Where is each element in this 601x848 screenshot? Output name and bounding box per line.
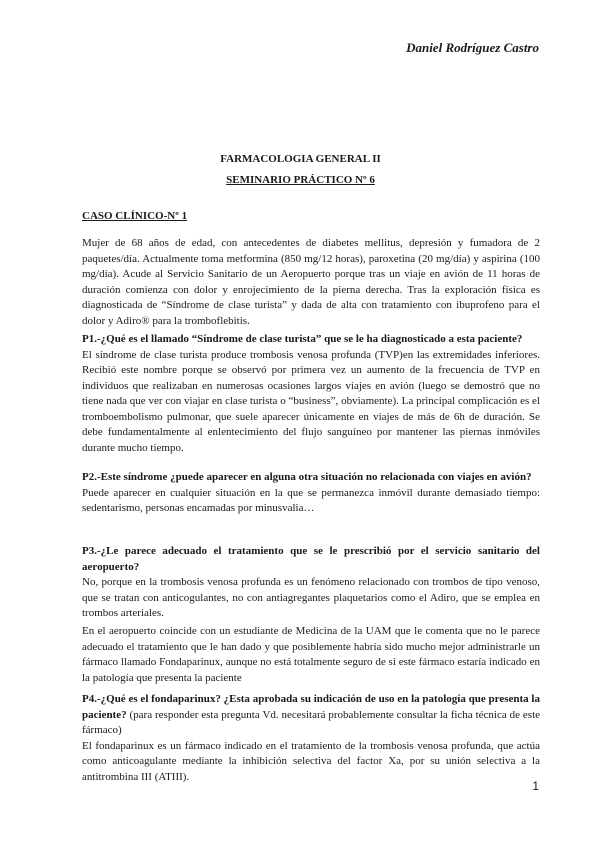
answer-p1: El síndrome de clase turista produce trombosis venosa profunda (TVP)en las extremidades inferiores. Recibió este nombre porque se observó por primera vez un aumento de la frecuencia de TVP en individuos que realizaban en numerosas ocasiones largos viajes en avión (luego se demostró que no tiene nada que ver con viajar en clase turista o “business”, obviamente). La principal complicación es el tromboembolismo pulmonar, que suele aparecer únicamente en viajes de más de 6h de duración. Se debe fundamentalmente al enlentecimiento del flujo sanguíneo por mantener las piernas inmóviles durante mucho tiempo. <box>82 348 540 454</box>
question-block-p3 <box>82 544 540 622</box>
question-p4-text: P4.-¿Qué es el fondaparinux? ¿Esta aprobada su indicación de uso en la patología que presenta la paciente? <box>82 693 540 721</box>
answer-p2: Puede aparecer en cualquier situación en la que se permanezca inmóvil durante demasiado tiempo: sedentarismo, personas encamadas por minusvalia… <box>82 486 540 514</box>
question-block-p4 <box>82 692 540 785</box>
course-title: FARMACOLOGIA GENERAL II <box>220 153 381 165</box>
question-block-p2 <box>82 470 540 517</box>
question-p4-note: (para responder esta pregunta Vd. necesitará probablemente consultar la ficha técnica de este fármaco) <box>82 708 541 736</box>
question-p1: P1.-¿Qué es el llamado “Síndrome de clase turista” que se le ha diagnosticado a esta paciente? <box>82 333 523 345</box>
case-heading: CASO CLÍNICO-Nº 1 <box>82 210 188 222</box>
question-p3: P3.-¿Le parece adecuado el tratamiento que se le prescribió por el servicio sanitario del aeropuerto? <box>82 545 540 573</box>
answer-p3: No, porque en la trombosis venosa profunda es un fenómeno relacionado con trombos de tipo venoso, que se tratan con anticogulantes, no con antiagregantes plaquetarios como el Adiro, que se emplea en trombos arteriales. <box>82 576 540 619</box>
page-number: 1 <box>532 779 539 793</box>
author-name: Daniel Rodríguez Castro <box>406 40 539 55</box>
answer-p4: El fondaparinux es un fármaco indicado en el tratamiento de la trombosis venosa profunda, que actúa como anticoagulante mediante la inhibición selectiva del factor Xa, por su unión selectiva a la antitrombina III (ATIII). <box>82 739 540 783</box>
case-context-paragraph: En el aeropuerto coincide con un estudiante de Medicina de la UAM que le comenta que no le parece adecuado el tratamiento que le han dado y que posiblemente habría sido mucho mejor administrarle un fármaco llamado Fondaparinux, aunque no está totalmente seguro de si este fármaco estaría indicado en la patología que presenta la paciente <box>82 625 540 684</box>
case-intro: Mujer de 68 años de edad, con antecedentes de diabetes mellitus, depresión y fumadora de 2 paquetes/día. Actualmente toma metformina (850 mg/12 horas), paroxetina (20 mg/día) y aspirina (100 mg/día). Acude al Servicio Sanitario de un Aeropuerto porque tras un viaje en avión de 11 horas de duración comienza con dolor y enrojecimiento de la pierna derecha. Tras la exploración física es diagnosticada de “Síndrome de clase turista” y dada de alta con tratamiento con ibuprofeno para el dolor y Adiro® para la tromboflebitis. <box>82 237 540 327</box>
question-p2: P2.-Este síndrome ¿puede aparecer en alguna otra situación no relacionada con viajes en avión? <box>82 471 532 483</box>
question-p4 <box>82 692 540 739</box>
seminar-title: SEMINARIO PRÁCTICO Nº 6 <box>226 174 375 186</box>
question-block-p1 <box>82 332 540 456</box>
